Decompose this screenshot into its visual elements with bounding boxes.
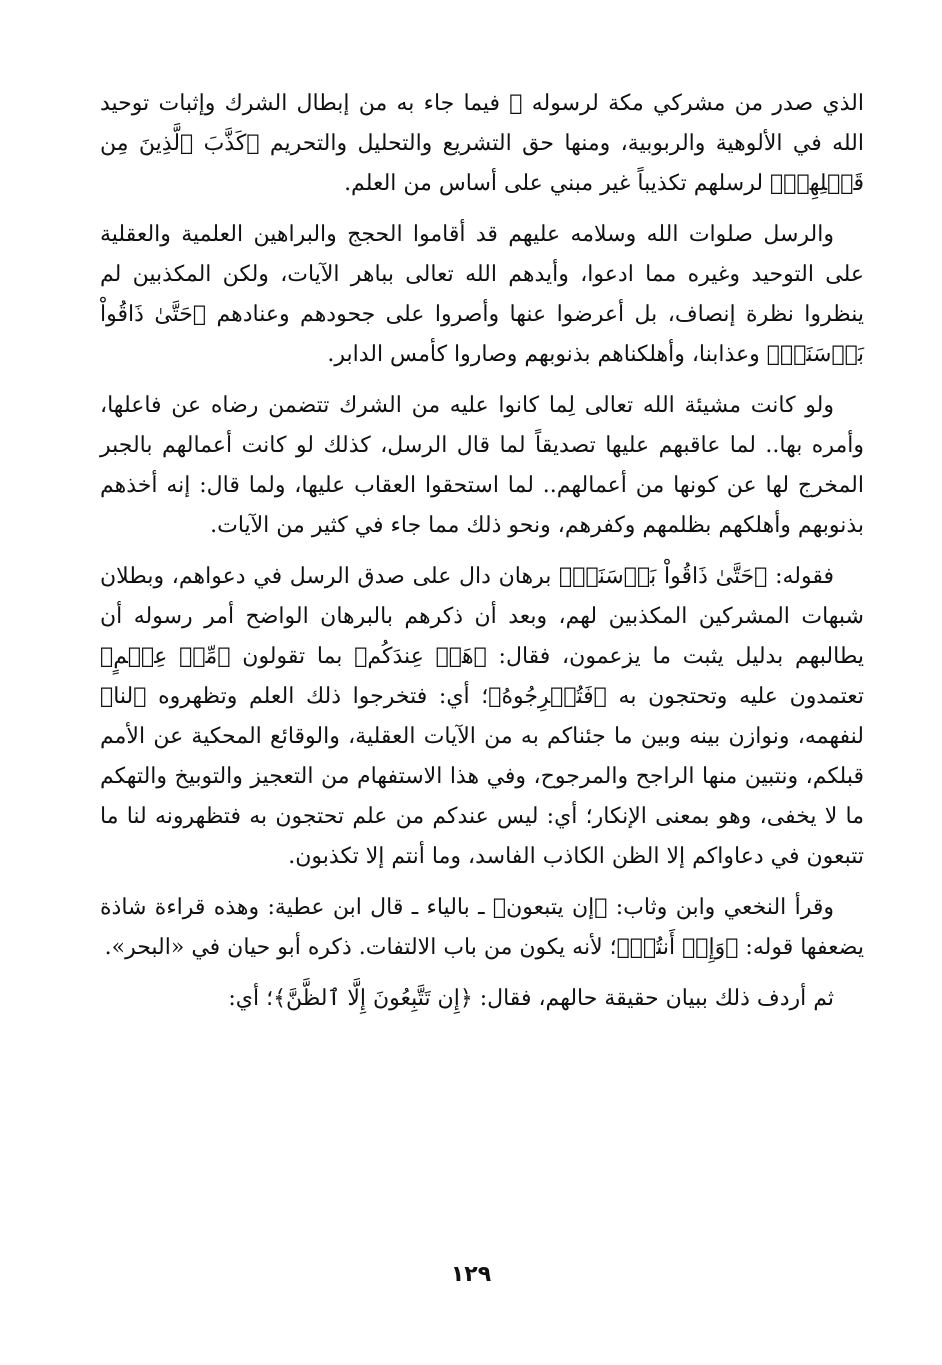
paragraph-1: الذي صدر من مشركي مكة لرسوله ﷺ فيما جاء به من إبطال الشرك وإثبات توحيد الله في الألوهية والربوبية، ومنها حق التشريع والتحليل والتحريم ﴿كَذَّبَ ٱلَّذِينَ مِن قَبۡلِهِمۡ﴾ لرسلهم تكذيباً غير مبني على أساس من العلم. (100, 91, 864, 196)
page-body (100, 84, 864, 1030)
paragraph-4: فقوله: ﴿حَتَّىٰ ذَاقُواْ بَأۡسَنَاۗ﴾ برهان دال على صدق الرسل في دعواهم، وبطلان شبهات المشركين المكذبين لهم، وبعد أن ذكرهم بالبرهان الواضح أمر رسوله أن يطالبهم بدليل يثبت ما يزعمون، فقال: ﴿هَلۡ عِندَكُم﴾ بما تقولون ﴿مِّنۡ عِلۡمٍ﴾ تعتمدون عليه وتحتجون به ﴿فَتُخۡرِجُوهُ﴾؛ أي: فتخرجوا ذلك العلم وتظهروه ﴿لنا﴾ لنفهمه، ونوازن بينه وبين ما جئناكم به من الآيات العقلية، والوقائع المحكية عن الأمم قبلكم، ونتبين منها الراجح والمرجوح، وفي هذا الاستفهام من التعجيز والتوبيخ والتهكم ما لا يخفى، وهو بمعنى الإنكار؛ أي: ليس عندكم من علم تحتجون به فتظهرونه لنا ما تتبعون في دعاواكم إلا الظن الكاذب الفاسد، وما أنتم إلا تكذبون. (100, 564, 864, 869)
paragraph-2: والرسل صلوات الله وسلامه عليهم قد أقاموا الحجج والبراهين العلمية والعقلية على التوحيد وغيره مما ادعوا، وأيدهم الله تعالى بباهر الآيات، ولكن المكذبين لم ينظروا نظرة إنصاف، بل أعرضوا عنها وأصروا على جحودهم وعنادهم ﴿حَتَّىٰ ذَاقُواْ بَأۡسَنَاۗ﴾ وعذابنا، وأهلكناهم بذنوبهم وصاروا كأمس الدابر. (100, 222, 864, 367)
paragraph-5: وقرأ النخعي وابن وثاب: ﴿إن يتبعون﴾ ـ بالياء ـ قال ابن عطية: وهذه قراءة شاذة يضعفها قوله: ﴿وَإِنۡ أَنتُمۡ﴾؛ لأنه يكون من باب الالتفات. ذكره أبو حيان في «البحر». (100, 895, 864, 960)
page-number: ١٢٩ (450, 1262, 492, 1287)
paragraph-3: ولو كانت مشيئة الله تعالى لِما كانوا عليه من الشرك تتضمن رضاه عن فاعلها، وأمره بها.. لما عاقبهم عليها تصديقاً لما قال الرسل، كذلك لو كانت أعمالهم بالجبر المخرج لها عن كونها من أعمالهم.. لما استحقوا العقاب عليها، ولما قال: إنه أخذهم بذنوبهم وأهلكهم بظلمهم وكفرهم، ونحو ذلك مما جاء في كثير من الآيات. (100, 393, 864, 538)
paragraph-6: ثم أردف ذلك ببيان حقيقة حالهم، فقال: ﴿إِن تَتَّبِعُونَ إِلَّا ٱلظَّنَّ﴾؛ أي: (228, 986, 834, 1011)
